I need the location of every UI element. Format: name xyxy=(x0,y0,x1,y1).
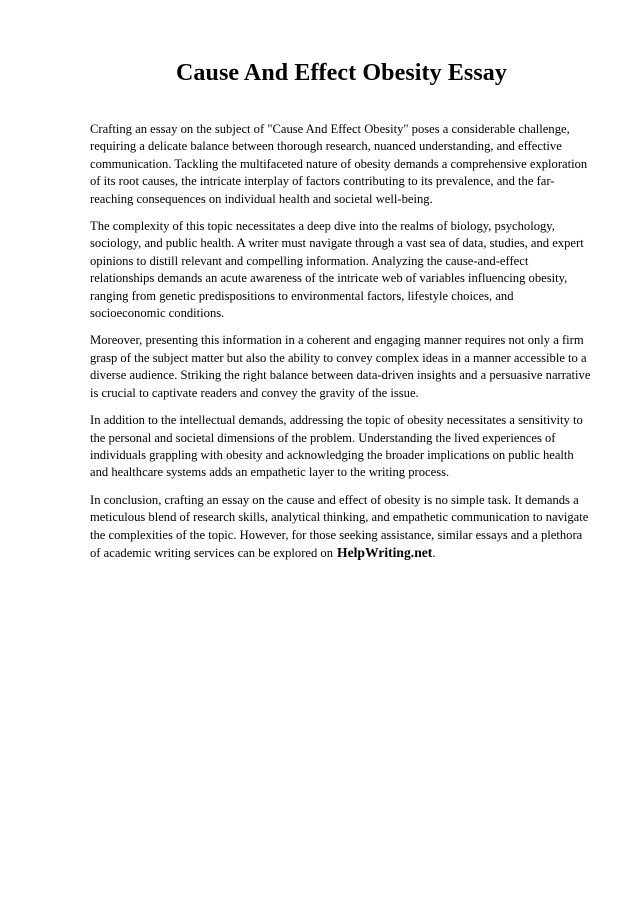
paragraph-1: Crafting an essay on the subject of "Cause And Effect Obesity" poses a considerable challenge, requiring a delicate balance between thorough research, nuanced understanding, and effective communication. Tackling the multifaceted nature of obesity demands a comprehensive exploration of its root causes, the intricate interplay of factors contributing to its prevalence, and the far-reaching consequences on individual health and societal well-being. xyxy=(90,122,588,206)
paragraph-4: In addition to the intellectual demands, addressing the topic of obesity necessitates a sensitivity to the personal and societal dimensions of the problem. Understanding the lived experiences of individuals grappling with obesity and acknowledging the broader implications on public health and healthcare systems adds an empathetic layer to the writing process. xyxy=(90,413,583,480)
paragraph-3: Moreover, presenting this information in a coherent and engaging manner requires not only a firm grasp of the subject matter but also the ability to convey complex ideas in a manner accessible to a diverse audience. Striking the right balance between data-driven insights and a persuasive narrative is crucial to captivate readers and convey the gravity of the issue. xyxy=(90,333,591,400)
helpwriting-link[interactable]: HelpWriting.net xyxy=(337,544,433,560)
link-suffix: . xyxy=(432,545,436,560)
document-title: Cause And Effect Obesity Essay xyxy=(175,60,508,86)
conclusion-text: In conclusion, crafting an essay on the cause and effect of obesity is no simple task. It demands a meticulous blend of research skills, analytical thinking, and empathetic communication to navigate the complexities of the topic. However, for those seeking assistance, similar essays and a plethora of academic writing services can be explored on xyxy=(90,492,589,560)
document-body xyxy=(90,121,592,572)
paragraph-2: The complexity of this topic necessitates a deep dive into the realms of biology, psychology, sociology, and public health. A writer must navigate through a vast sea of data, studies, and expert opinions to distill relevant and compelling information. Analyzing the cause-and-effect relationships demands an acute awareness of the intricate web of variables influencing obesity, ranging from genetic predispositions to environmental factors, lifestyle choices, and socioeconomic conditions. xyxy=(90,219,584,321)
paragraph-5 xyxy=(90,492,592,563)
